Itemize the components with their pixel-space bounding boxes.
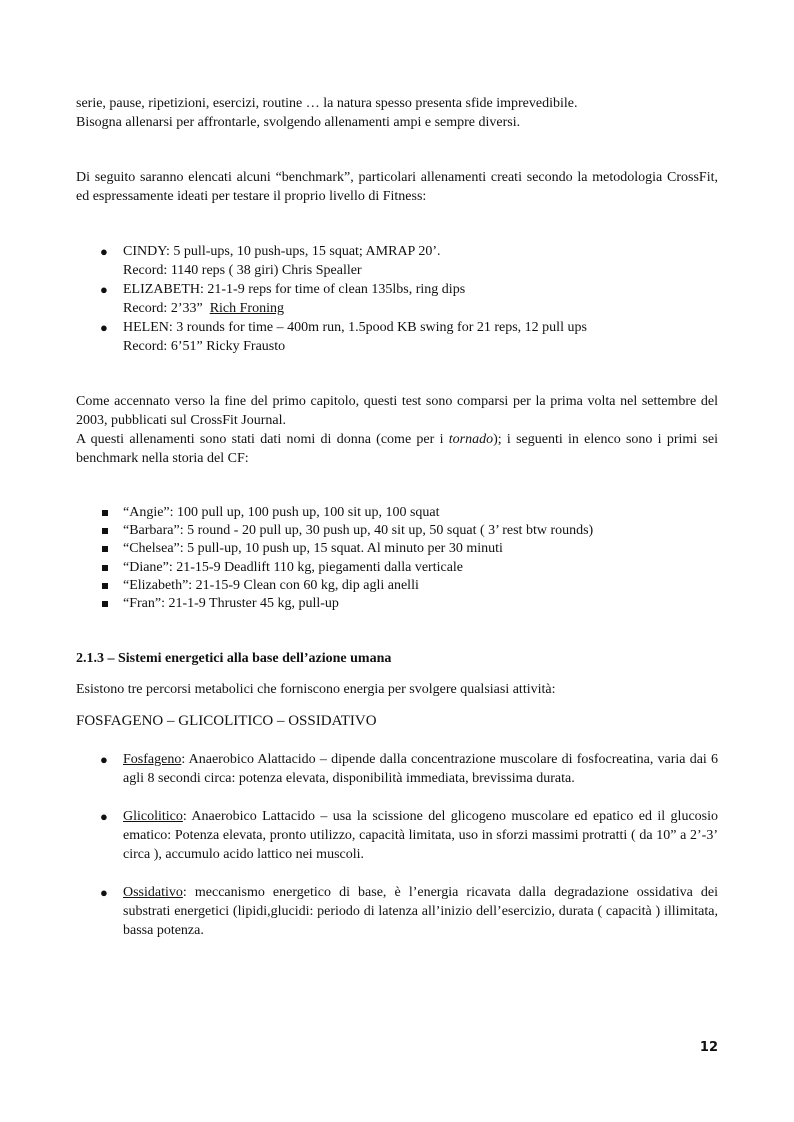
section-intro: Esistono tre percorsi metabolici che forniscono energia per svolgere qualsiasi attività: (76, 682, 556, 698)
list-item (76, 577, 718, 595)
square-bullet-icon (102, 565, 108, 571)
list-item (76, 559, 718, 577)
list-item (76, 540, 718, 558)
bullet-icon: ● (100, 885, 108, 901)
girls-item-text: “Diane”: 21-15-9 Deadlift 110 kg, piegamenti dalla verticale (123, 559, 464, 575)
list-item (76, 242, 718, 280)
energy-term: Fosfageno (123, 752, 182, 768)
benchmark-desc: HELEN: 3 rounds for time – 400m run, 1.5pood KB swing for 21 reps, 12 pull ups (123, 320, 587, 335)
energy-description: : Anaerobico Alattacido – dipende dalla concentrazione muscolare di fosfocreatina, varia dai 6 agli 8 secondi circa: potenza elevata, disponibilità immediata, brevissima durata. (123, 752, 718, 787)
square-bullet-icon (102, 528, 108, 534)
energy-systems-list (76, 750, 718, 940)
bullet-icon: ● (100, 752, 108, 768)
list-item (76, 318, 718, 356)
history-text-after: ); i seguenti in elenco sono i primi sei benchmark nella storia del CF: (76, 432, 719, 466)
section-heading: 2.1.3 – Sistemi energetici alla base dell’azione umana (76, 651, 392, 667)
square-bullet-icon (102, 601, 108, 607)
square-bullet-icon (102, 546, 108, 552)
benchmark-desc: ELIZABETH: 21-1-9 reps for time of clean 135lbs, ring dips (123, 282, 466, 297)
list-item (76, 522, 718, 540)
girls-list (76, 504, 718, 613)
benchmark-desc: CINDY: 5 pull-ups, 10 push-ups, 15 squat; AMRAP 20’. (123, 244, 441, 259)
record-holder-link[interactable]: Rich Froning (209, 301, 284, 316)
bullet-icon: ● (100, 809, 108, 825)
page-number: 12 (699, 1040, 718, 1055)
girls-item-text: “Angie”: 100 pull up, 100 push up, 100 sit up, 100 squat (123, 505, 440, 520)
benchmark-record: Record: 1140 reps ( 38 giri) Chris Spealler (123, 263, 362, 278)
history-text-before: A questi allenamenti sono stati dati nomi di donna (come per i (76, 432, 449, 447)
girls-item-text: “Fran”: 21-1-9 Thruster 45 kg, pull-up (123, 596, 339, 612)
intro-line-1: serie, pause, ripetizioni, esercizi, routine … la natura spesso presenta sfide imprevedibile. (76, 96, 578, 111)
energy-term: Ossidativo (123, 885, 183, 901)
list-item (76, 750, 718, 788)
energy-description: : Anaerobico Lattacido – usa la scissione del glicogeno muscolare ed epatico ed il glucosio ematico: Potenza elevata, pronto utilizzo, capacità limitata, uso in sforzi massimi protratti ( da 10” a 2’-3’ circa ), accumulo acido lattico nei muscoli. (123, 809, 718, 863)
square-bullet-icon (102, 510, 108, 516)
bullet-icon: ● (100, 282, 108, 297)
history-italic: tornado (448, 432, 494, 447)
systems-line: FOSFAGENO – GLICOLITICO – OSSIDATIVO (76, 713, 377, 730)
energy-term: Glicolitico (123, 809, 183, 825)
girls-item-text: “Chelsea”: 5 pull-up, 10 push up, 15 squat. Al minuto per 30 minuti (123, 541, 503, 557)
bullet-icon: ● (100, 320, 108, 335)
page-body (76, 94, 718, 959)
list-item (76, 504, 718, 522)
record-prefix: Record: 2’33” (123, 301, 210, 316)
history-paragraph-2 (76, 430, 718, 468)
benchmark-list (76, 242, 718, 356)
square-bullet-icon (102, 583, 108, 589)
list-item (76, 595, 718, 613)
bullet-icon: ● (100, 244, 108, 259)
history-paragraph-1: Come accennato verso la fine del primo capitolo, questi test sono comparsi per la prima volta nel settembre del 2003, pubblicati sul CrossFit Journal. (76, 394, 718, 428)
intro-line-2: Bisogna allenarsi per affrontarle, svolgendo allenamenti ampi e sempre diversi. (76, 115, 521, 130)
list-item (76, 807, 718, 864)
list-item (76, 883, 718, 940)
benchmark-record: Record: 6’51” Ricky Frausto (123, 339, 286, 354)
list-item (76, 280, 718, 318)
girls-item-text: “Elizabeth”: 21-15-9 Clean con 60 kg, dip agli anelli (123, 577, 419, 593)
benchmark-intro: Di seguito saranno elencati alcuni “benchmark”, particolari allenamenti creati secondo la metodologia CrossFit, ed espressamente ideati per testare il proprio livello di Fitness: (76, 170, 718, 204)
energy-description: : meccanismo energetico di base, è l’energia ricavata dalla degradazione ossidativa dei substrati energetici (lipidi,glucidi: periodo di latenza all’inizio dell’esercizio, durata ( capacità ) illimitata, bassa potenza. (123, 885, 718, 939)
benchmark-record (123, 299, 718, 318)
girls-item-text: “Barbara”: 5 round - 20 pull up, 30 push up, 40 sit up, 50 squat ( 3’ rest btw rounds) (123, 523, 594, 539)
